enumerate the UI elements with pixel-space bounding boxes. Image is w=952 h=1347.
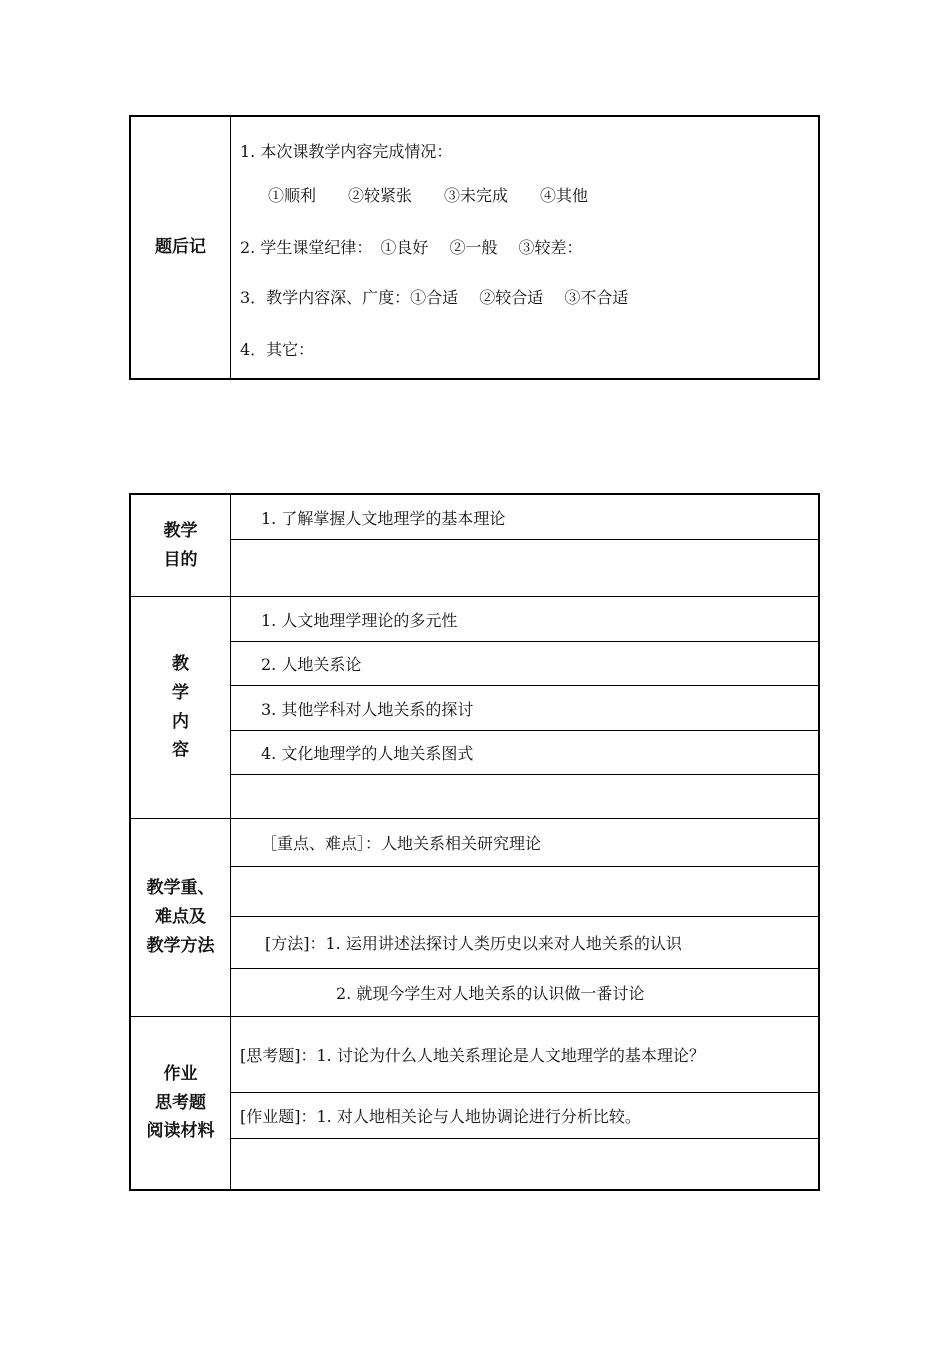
key-points-row-empty (231, 867, 818, 917)
objectives-rows (231, 495, 818, 596)
key-points-row-1 (231, 819, 818, 867)
objectives-label-line-2: 目的 (163, 549, 198, 570)
objective-row-empty (231, 540, 818, 595)
objectives-section (131, 495, 818, 597)
homework-label-line-1: 作业 (163, 1063, 198, 1084)
key-points-label (131, 819, 231, 1016)
key-points-rows (231, 819, 818, 1016)
key-points-section (131, 819, 818, 1017)
method-row-1 (231, 917, 818, 969)
content-row-3 (231, 686, 818, 731)
reflection-line-4: 3．教学内容深、广度：①合适 ②较合适 ③不合适 (240, 288, 629, 307)
method-row-2 (231, 969, 818, 1015)
reflection-line-3: 2. 学生课堂纪律： ①良好 ②一般 ③较差： (240, 238, 583, 257)
objective-row-text: 1. 了解掌握人文地理学的基本理论 (261, 508, 506, 528)
homework-rows (231, 1017, 818, 1189)
homework-section (131, 1017, 818, 1189)
reflection-label (131, 117, 231, 378)
homework-row-1-text: [思考题]：1. 讨论为什么人地关系理论是人文地理学的基本理论？ (240, 1046, 705, 1065)
objectives-label (131, 495, 231, 596)
objectives-label-line-1: 教学 (163, 520, 198, 541)
content-row-2 (231, 642, 818, 686)
content-label-line-4: 容 (172, 740, 189, 761)
homework-label (131, 1017, 231, 1189)
reflection-label-text: 题后记 (155, 237, 206, 258)
homework-row-empty (231, 1139, 818, 1189)
content-row-4 (231, 731, 818, 775)
key-points-label-line-2: 难点及 (155, 907, 206, 928)
reflection-line-1: 1. 本次课教学内容完成情况： (240, 142, 453, 161)
content-section (131, 597, 818, 819)
content-row-1-text: 1. 人文地理学理论的多元性 (261, 610, 458, 630)
homework-label-line-2: 思考题 (155, 1092, 206, 1113)
content-row-2-text: 2. 人地关系论 (261, 655, 362, 674)
content-row-empty (231, 775, 818, 817)
method-row-2-text: 2. 就现今学生对人地关系的认识做一番讨论 (336, 983, 645, 1003)
objective-row (231, 495, 818, 540)
reflection-content (231, 117, 818, 378)
homework-label-line-3: 阅读材料 (146, 1121, 215, 1142)
homework-row-2 (231, 1093, 818, 1139)
content-label-line-3: 内 (172, 711, 189, 732)
homework-row-2-text: [作业题]：1. 对人地相关论与人地协调论进行分析比较。 (240, 1107, 641, 1126)
content-label-line-1: 教 (172, 653, 189, 674)
homework-row-1 (231, 1017, 818, 1093)
method-row-1-text: [方法]：1. 运用讲述法探讨人类历史以来对人地关系的认识 (265, 934, 682, 953)
key-points-row-1-text: ［重点、难点］：人地关系相关研究理论 (261, 834, 542, 853)
content-row-3-text: 3. 其他学科对人地关系的探讨 (261, 699, 474, 719)
key-points-label-line-3: 教学方法 (146, 935, 215, 956)
content-row-4-text: 4. 文化地理学的人地关系图式 (261, 744, 474, 763)
content-row-1 (231, 597, 818, 642)
content-rows (231, 597, 818, 818)
content-label (131, 597, 231, 818)
reflection-table (129, 115, 820, 380)
reflection-line-5: 4．其它： (240, 340, 315, 359)
reflection-line-2: ①顺利 ②较紧张 ③未完成 ④其他 (268, 186, 589, 205)
key-points-label-line-1: 教学重、 (146, 878, 215, 899)
content-label-line-2: 学 (172, 682, 189, 703)
lesson-plan-table (129, 493, 820, 1191)
